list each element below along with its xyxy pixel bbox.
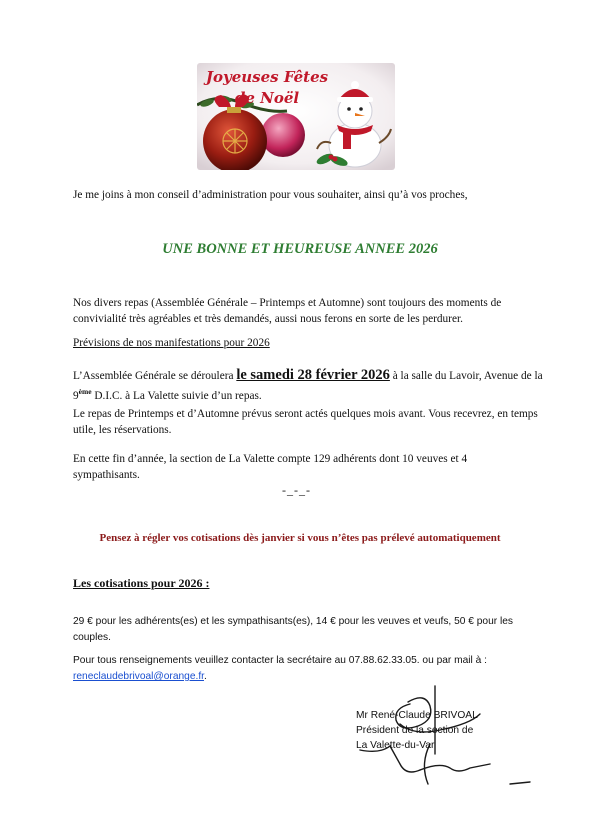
ag-text-end: D.I.C. à La Valette suivie d’un repas. [91,389,262,402]
contact-text: Pour tous renseignements veuillez contacter la secrétaire au 07.88.62.33.05. ou par mail à : [73,655,487,666]
contact-paragraph [73,653,543,685]
christmas-card-image [197,63,395,170]
pink-ornament [261,113,305,157]
email-suffix: . [203,671,207,682]
previsions-title: Prévisions de nos manifestations pour 2026 [73,337,270,349]
signature-block [356,708,478,753]
ag-date: le samedi 28 février 2026 [236,367,390,383]
headline: UNE BONNE ET HEUREUSE ANNEE 2026 [162,241,438,257]
cotisations-text: 29 € pour les adhérents(es) et les sympathisants(es), 14 € pour les veuves et veufs, 50 € pour les couples. [73,616,513,643]
cotisation-reminder: Pensez à régler vos cotisations dès janvier si vous n’êtes pas prélevé automatiquement [99,532,501,544]
signer-name: Mr René-Claude BRIVOAL [356,710,478,721]
assemblee-generale-paragraph [73,367,543,404]
card-title-line2: de Noël [234,89,300,107]
separator: -_-_- [282,483,311,497]
ag-ordinal: ème [78,387,92,396]
greeting-text: Je me joins à mon conseil d’administration pour vous souhaiter, ainsi qu’à vos proches, [73,189,468,201]
ag-text-before: L’Assemblée Générale se déroulera [73,370,237,382]
printemps-paragraph: Le repas de Printemps et d’Automne prévus seront actés quelques mois avant. Vous recevrez, en temps utile, les réservations. [73,408,538,436]
members-paragraph: En cette fin d’année, la section de La Valette compte 129 adhérents dont 10 veuves et 4 sympathisants. [73,453,468,481]
card-title-line1: Joyeuses Fêtes [205,68,329,86]
cotisations-title: Les cotisations pour 2026 : [73,576,210,590]
signer-place: La Valette-du-Var [356,740,435,751]
signer-role: Président de la section de [356,725,474,736]
card-title [197,67,337,109]
repas-paragraph: Nos divers repas (Assemblée Générale – Printemps et Automne) sont toujours des moments de convivialité très agréables et très demandés, aussi nous ferons en sorte de les perdurer. [73,297,502,325]
ag-text-after: à la salle du Lavoir, Avenue de la 9 [73,370,543,402]
email-link[interactable]: reneclaudebrivoal@orange.fr [73,671,204,682]
